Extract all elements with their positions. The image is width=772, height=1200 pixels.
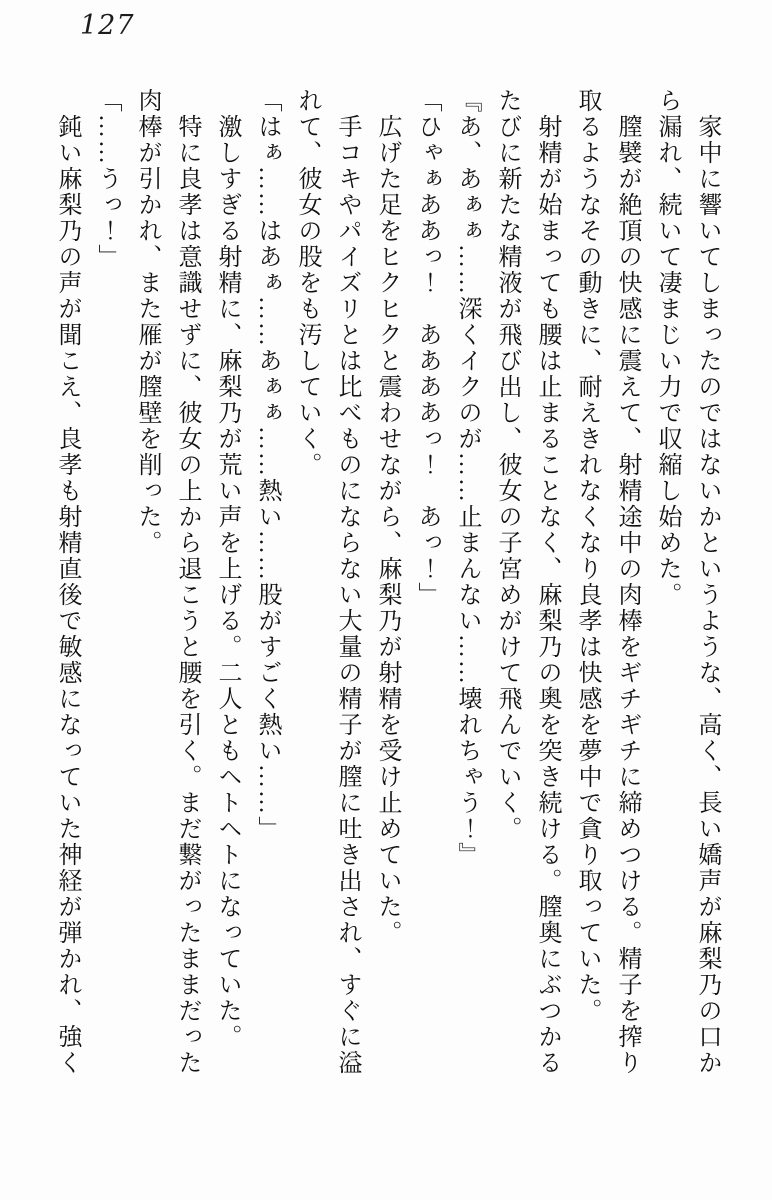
paragraph: 射精が始まっても腰は止まることなく、麻梨乃の奥を突き続ける。膣奥にぶつかるたびに新たな精液が飛び出し、彼女の子宮めがけて飛んでいく。	[494, 88, 560, 1076]
paragraph-dialogue: 『あ、あぁぁ……深くイクのが……止まんない……壊れちゃう！』	[454, 88, 480, 868]
text-block	[47, 88, 727, 1080]
page-number: 127	[80, 10, 135, 41]
paragraph: 広げた足をヒクヒクと震わせながら、麻梨乃が射精を受け止めていた。	[374, 114, 400, 946]
paragraph: 激しすぎる射精に、麻梨乃が荒い声を上げる。二人ともヘトヘトになっていた。	[214, 114, 240, 1050]
paragraph-dialogue: 「ひゃぁああっ！ ああああっ！ あっ！」	[414, 88, 440, 608]
paragraph: 手コキやパイズリとは比べものにならない大量の精子が膣に吐き出され、すぐに溢れて、彼女の股をも汚していく。	[294, 88, 360, 1076]
paragraph: 膣襞が絶頂の快感に震えて、射精途中の肉棒をギチギチに締めつける。精子を搾り取るようなその動きに、耐えきれなくなり良孝は快感を夢中で貪り取っていた。	[574, 88, 640, 1076]
paragraph: 鈍い麻梨乃の声が聞こえ、良孝も射精直後で敏感になっていた神経が弾かれ、強く	[54, 114, 80, 1076]
paragraph: 特に良孝は意識せずに、彼女の上から退こうと腰を引く。まだ繋がったままだった肉棒が引かれ、また雁が膣壁を削った。	[134, 88, 200, 1076]
paragraph-dialogue: 「はぁ……はあぁ……あぁぁ……熱い……股がすごく熱い……」	[254, 88, 280, 842]
paragraph-dialogue: 「……うっ！」	[94, 88, 120, 270]
paragraph: 家中に響いてしまったのではないかというような、高く、長い嬌声が麻梨乃の口から漏れ、続いて凄まじい力で収縮し始めた。	[654, 88, 720, 1076]
